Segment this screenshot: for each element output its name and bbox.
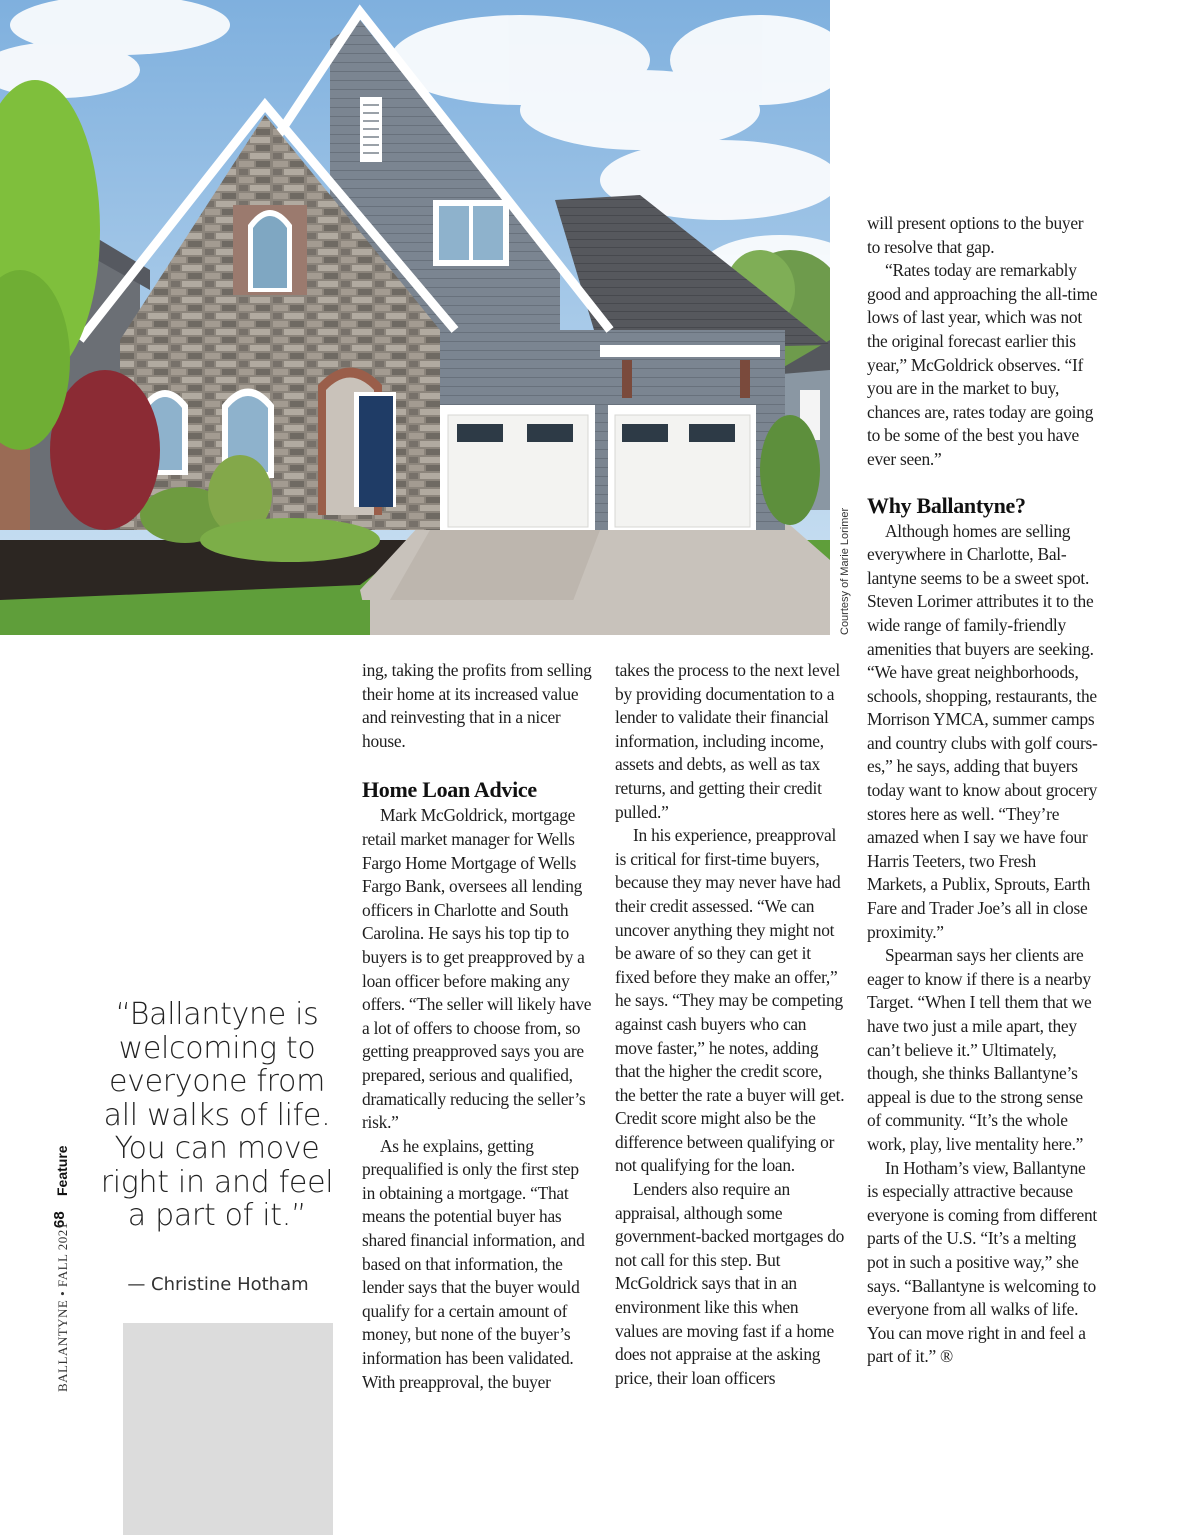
section-heading-home-loan: Home Loan Advice bbox=[362, 777, 537, 803]
paragraph: As he explains, getting prequalified is only the first step in obtaining a mortgage. “That means the potential buyer has shared financial information, and based on that information, the lender says that the buyer would qualify for a certain amount of money, but none of the buyer’s information has been validated. With preapproval, the buyer bbox=[362, 1135, 585, 1392]
paragraph: Although homes are selling everywhere in Charlotte, Ballantyne seems to be a sweet spot. Steven Lorimer attributes it to the wide range of family-friendly amenities that buyers are seeking. “We have great neighborhoods, schools, shopping, restaurants, the Morrison YMCA, summer camps and country clubs with golf courses,” he says, adding that buyers today want to know about grocery stores here as well. “They’re amazed when I say we have four Harris Teeters, two Fresh Markets, a Publix, Sprouts, Earth Fare and Trader Joe’s all in close proximity.” bbox=[867, 520, 1098, 942]
photo-credit: Courtesy of Marie Lorimer bbox=[839, 507, 851, 635]
paragraph: “Rates today are remarkably good and approaching the all-time lows of last year, which was not the original forecast earlier this year,” McGoldrick observes. “If you are in the market to buy, chances are, rates today are going to be some of the best you have ever seen.” bbox=[867, 260, 1098, 469]
pull-quote: “Ballantyne is welcoming to everyone from all walks of life. You can move right in and feel a part of it.” bbox=[100, 997, 334, 1233]
grey-panel bbox=[123, 1323, 333, 1535]
article-column-3 bbox=[867, 212, 1099, 1369]
paragraph: Lenders also require an appraisal, although some government-backed mortgages do not call for this step. But McGoldrick says that in an environment like this when values are moving fast if a home does not appraise at the asking price, their loan officers bbox=[615, 1179, 845, 1388]
paragraph: will present options to the buyer to resolve that gap. bbox=[867, 213, 1084, 257]
section-label: Feature bbox=[54, 1145, 70, 1196]
article-column-1 bbox=[362, 659, 592, 1394]
house-photo bbox=[0, 0, 830, 635]
paragraph: Mark McGoldrick, mortgage retail market manager for Wells Fargo Home Mortgage of Wells Fargo Bank, oversees all lending officers in Charlotte and South Carolina. He says his top tip to buyers is to get preapproved by a loan officer before making any offers. “The seller will likely have a lot of offers to choose from, so getting preapproved says you are prepared, serious and qualified, dramatically reducing the seller’s risk.” bbox=[362, 805, 592, 1133]
paragraph: ing, taking the profits from selling their home at its increased value and reinvesting that in a nicer house. bbox=[362, 660, 592, 751]
section-heading-why-ballantyne: Why Ballantyne? bbox=[867, 492, 1026, 518]
page-number: 68 bbox=[51, 1211, 68, 1228]
paragraph: takes the process to the next level by providing documentation to a lender to validate their financial information, including income, assets and debts, as well as tax returns, and getting their credit pulled.” bbox=[615, 660, 840, 822]
paragraph: In his experience, preapproval is critical for first-time buyers, because they may never have had their credit assessed. “We can uncover anything they might not be aware of so they can get it fixed before they make an offer,” he says. “They may be competing against cash buyers who can move faster,” he notes, adding that the higher the credit score, the better the rate a buyer will get. Credit score might also be the difference between qualifying or not qualifying for the loan. bbox=[615, 825, 845, 1176]
article-column-2 bbox=[615, 659, 845, 1390]
pull-quote-attribution: — Christine Hotham bbox=[127, 1274, 309, 1295]
paragraph: Spearman says her clients are eager to know if there is a nearby Target. “When I tell them that we have two just a mile apart, they can’t believe it.” Ultimately, though, she thinks Ballantyne’s appeal is due to the strong sense of community. “It’s the whole work, play, live mentality here.” bbox=[867, 945, 1092, 1154]
paragraph: In Hotham’s view, Ballantyne is especially attractive because everyone is coming from different parts of the U.S. “It’s a melting pot in such a positive way,” she says. “Ballantyne is welcoming to everyone from all walks of life. You can move right in and feel a part of it.” ® bbox=[867, 1157, 1097, 1367]
magazine-issue: BALLANTYNE • FALL 2021 bbox=[55, 1222, 70, 1392]
